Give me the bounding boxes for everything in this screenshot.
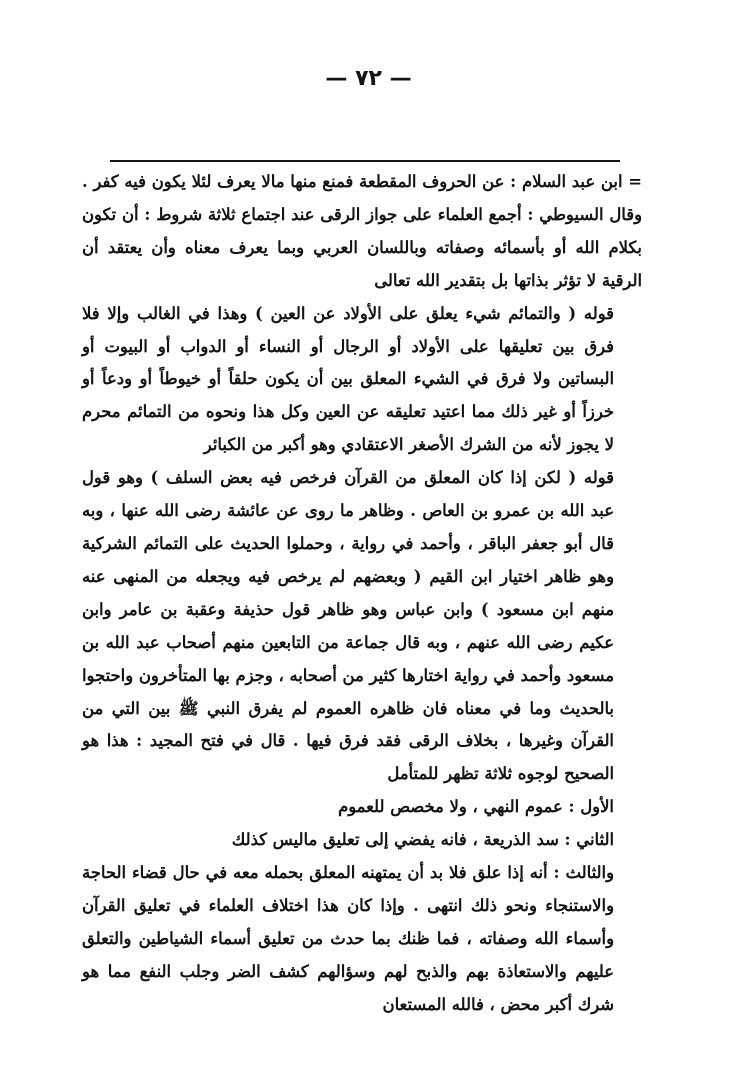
page-number: — ٧٢ — [325,66,412,91]
paragraph-6: والثالث : أنه إذا علق فلا بد أن يمتهنه المعلق بحمله معه في حال قضاء الحاجة والاستنجاء ونحو ذلك انتهى . وإذا كان هذا اختلاف العلماء في تعليق القرآن وأسماء الله وصفاته ، فما ظنك بما حدث من تعليق أسماء الشياطين والتعلق عليهم والاستعاذة بهم والذبح لهم وسؤالهم كشف الضر وجلب النفع مما هو شرك أكبر محض ، فالله المستعان [82,863,614,1014]
body-text [82,166,642,1022]
paragraph-2: قوله ( والتمائم شيء يعلق على الأولاد عن العين ) وهذا في الغالب وإلا فلا فرق بين تعليقها على الأولاد أو الرجال أو النساء أو الدواب أو البيوت أو البساتين ولا فرق في الشيء المعلق بين أن يكون حلقاً أو خيوطاً أو ودعاً أو خرزاً أو غير ذلك مما اعتيد تعليقه عن العين وكل هذا ونحوه من التمائم محرم لا يجوز لأنه من الشرك الأصغر الاعتقادي وهو أكبر من الكبائر [82,303,614,455]
paragraph-1: = ابن عبد السلام : عن الحروف المقطعة فمنع منها مالا يعرف لئلا يكون فيه كفر . وقال السيوطي : أجمع العلماء على جواز الرقى عند اجتماع ثلاثة شروط : أن تكون بكلام الله أو بأسمائه وصفاته وباللسان العربي وبما يعرف معناه وأن يعتقد أن الرقية لا تؤثر بذاتها بل بتقدير الله تعالى [82,172,642,290]
footnote-divider [110,160,620,162]
paragraph-3: قوله ( لكن إذا كان المعلق من القرآن فرخص فيه بعض السلف ) وهو قول عبد الله بن عمرو بن العاص . وظاهر ما روى عن عائشة رضى الله عنها ، وبه قال أبو جعفر الباقر ، وأحمد في رواية ، وحملوا الحديث على التمائم الشركية وهو ظاهر اختيار ابن القيم ( وبعضهم لم يرخص فيه ويجعله من المنهى عنه منهم ابن مسعود ) وابن عباس وهو ظاهر قول حذيفة وعقبة بن عامر وابن عكيم رضى الله عنهم ، وبه قال جماعة من التابعين منهم أصحاب عبد الله بن مسعود وأحمد في رواية اختارها كثير من أصحابه ، وجزم بها المتأخرون واحتجوا بالحديث وما في معناه فان ظاهره العموم لم يفرق النبي ﷺ بين التي من القرآن وغيرها ، بخلاف الرقى فقد فرق فيها . قال في فتح المجيد : هذا هو الصحيح لوجوه ثلاثة تظهر للمتأمل [82,468,614,784]
paragraph-5: الثاني : سد الذريعة ، فانه يفضي إلى تعليق ماليس كذلك [231,830,614,850]
paragraph-4: الأول : عموم النهي ، ولا مخصص للعموم [338,797,614,817]
